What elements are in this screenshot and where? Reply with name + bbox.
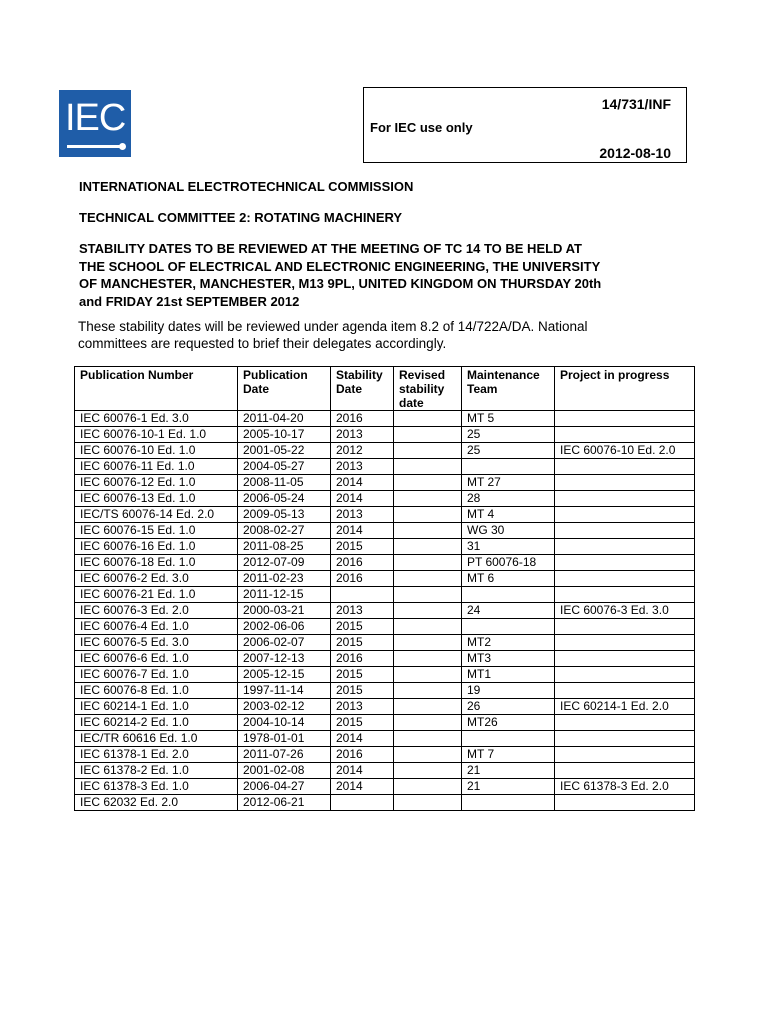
revised-stability-date-cell (394, 475, 462, 491)
revised-stability-date-cell (394, 443, 462, 459)
publication-number-cell: IEC 60214-1 Ed. 1.0 (75, 699, 238, 715)
maintenance-team-cell: MT 7 (462, 747, 555, 763)
project-in-progress-cell (555, 763, 695, 779)
project-in-progress-cell (555, 715, 695, 731)
table-row (75, 699, 695, 715)
table-row (75, 603, 695, 619)
header-publication-number: Publication Number (75, 367, 238, 411)
table-row (75, 443, 695, 459)
stability-date-cell: 2015 (331, 635, 394, 651)
publication-date-cell: 2000-03-21 (238, 603, 331, 619)
publication-number-cell: IEC 61378-3 Ed. 1.0 (75, 779, 238, 795)
intro-paragraph (78, 318, 638, 352)
table-row (75, 763, 695, 779)
revised-stability-date-cell (394, 651, 462, 667)
maintenance-team-cell: 25 (462, 443, 555, 459)
meeting-title-line: OF MANCHESTER, MANCHESTER, M13 9PL, UNITED KINGDOM ON THURSDAY 20th (79, 276, 602, 291)
table-row (75, 523, 695, 539)
project-in-progress-cell (555, 459, 695, 475)
table-row (75, 507, 695, 523)
intro-line: committees are requested to brief their delegates accordingly. (78, 336, 447, 351)
stability-date-cell: 2015 (331, 683, 394, 699)
stability-date-cell: 2014 (331, 779, 394, 795)
stability-date-cell: 2014 (331, 763, 394, 779)
project-in-progress-cell: IEC 61378-3 Ed. 2.0 (555, 779, 695, 795)
table-row (75, 587, 695, 603)
maintenance-team-cell: MT3 (462, 651, 555, 667)
publication-date-cell: 2011-12-15 (238, 587, 331, 603)
publication-number-cell: IEC 60076-16 Ed. 1.0 (75, 539, 238, 555)
maintenance-team-cell: MT2 (462, 635, 555, 651)
publication-date-cell: 2006-04-27 (238, 779, 331, 795)
table-row (75, 683, 695, 699)
table-row (75, 555, 695, 571)
table-row (75, 459, 695, 475)
stability-date-cell: 2013 (331, 427, 394, 443)
stability-date-cell: 2015 (331, 619, 394, 635)
revised-stability-date-cell (394, 587, 462, 603)
stability-date-cell: 2014 (331, 731, 394, 747)
maintenance-team-cell (462, 587, 555, 603)
table-row (75, 475, 695, 491)
stability-date-cell: 2013 (331, 459, 394, 475)
publication-number-cell: IEC/TS 60076-14 Ed. 2.0 (75, 507, 238, 523)
publication-date-cell: 2004-10-14 (238, 715, 331, 731)
project-in-progress-cell (555, 683, 695, 699)
stability-date-cell: 2016 (331, 651, 394, 667)
revised-stability-date-cell (394, 603, 462, 619)
project-in-progress-cell (555, 619, 695, 635)
publication-number-cell: IEC 60214-2 Ed. 1.0 (75, 715, 238, 731)
table-row (75, 667, 695, 683)
revised-stability-date-cell (394, 779, 462, 795)
maintenance-team-cell (462, 459, 555, 475)
publication-number-cell: IEC 60076-2 Ed. 3.0 (75, 571, 238, 587)
maintenance-team-cell (462, 731, 555, 747)
project-in-progress-cell (555, 539, 695, 555)
meeting-title-line: THE SCHOOL OF ELECTRICAL AND ELECTRONIC ENGINEERING, THE UNIVERSITY (79, 258, 601, 274)
stability-date-cell: 2013 (331, 699, 394, 715)
maintenance-team-cell: 19 (462, 683, 555, 699)
revised-stability-date-cell (394, 731, 462, 747)
publication-date-cell: 2008-02-27 (238, 523, 331, 539)
table-row (75, 571, 695, 587)
revised-stability-date-cell (394, 427, 462, 443)
maintenance-team-cell (462, 795, 555, 811)
table-header-row (75, 367, 695, 411)
project-in-progress-cell (555, 491, 695, 507)
publication-date-cell: 2011-08-25 (238, 539, 331, 555)
project-in-progress-cell: IEC 60076-3 Ed. 3.0 (555, 603, 695, 619)
table-row (75, 427, 695, 443)
publication-number-cell: IEC 60076-18 Ed. 1.0 (75, 555, 238, 571)
stability-date-cell: 2015 (331, 539, 394, 555)
publication-number-cell: IEC 60076-7 Ed. 1.0 (75, 667, 238, 683)
publication-date-cell: 2006-05-24 (238, 491, 331, 507)
revised-stability-date-cell (394, 459, 462, 475)
publication-number-cell: IEC 60076-12 Ed. 1.0 (75, 475, 238, 491)
stability-date-cell: 2012 (331, 443, 394, 459)
project-in-progress-cell (555, 635, 695, 651)
document-date: 2012-08-10 (599, 145, 671, 161)
use-note: For IEC use only (370, 120, 473, 135)
publication-date-cell: 2002-06-06 (238, 619, 331, 635)
publication-date-cell: 2006-02-07 (238, 635, 331, 651)
meeting-title-line: and FRIDAY 21st SEPTEMBER 2012 (79, 293, 300, 309)
table-row (75, 619, 695, 635)
revised-stability-date-cell (394, 539, 462, 555)
revised-stability-date-cell (394, 523, 462, 539)
publication-date-cell: 2005-12-15 (238, 667, 331, 683)
project-in-progress-cell (555, 747, 695, 763)
document-number: 14/731/INF (601, 96, 671, 112)
revised-stability-date-cell (394, 795, 462, 811)
publication-number-cell: IEC 60076-15 Ed. 1.0 (75, 523, 238, 539)
project-in-progress-cell (555, 411, 695, 427)
stability-date-cell: 2016 (331, 411, 394, 427)
committee-heading: TECHNICAL COMMITTEE 2: ROTATING MACHINERY (79, 210, 403, 225)
project-in-progress-cell (555, 427, 695, 443)
publication-number-cell: IEC 60076-6 Ed. 1.0 (75, 651, 238, 667)
revised-stability-date-cell (394, 619, 462, 635)
table-row (75, 491, 695, 507)
revised-stability-date-cell (394, 491, 462, 507)
table-row (75, 715, 695, 731)
stability-date-cell: 2013 (331, 603, 394, 619)
maintenance-team-cell: 21 (462, 779, 555, 795)
project-in-progress-cell (555, 795, 695, 811)
table-row (75, 747, 695, 763)
meeting-title-line: STABILITY DATES TO BE REVIEWED AT THE MEETING OF TC 14 TO BE HELD AT (79, 241, 582, 256)
maintenance-team-cell: MT 27 (462, 475, 555, 491)
table-row (75, 635, 695, 651)
publication-number-cell: IEC 61378-1 Ed. 2.0 (75, 747, 238, 763)
document-reference-box (363, 87, 687, 163)
table-row (75, 651, 695, 667)
table-row (75, 539, 695, 555)
table-row (75, 411, 695, 427)
table-body (75, 411, 695, 811)
revised-stability-date-cell (394, 683, 462, 699)
stability-date-cell (331, 587, 394, 603)
stability-dates-table (74, 366, 695, 811)
project-in-progress-cell (555, 667, 695, 683)
meeting-title (79, 240, 679, 310)
project-in-progress-cell (555, 651, 695, 667)
revised-stability-date-cell (394, 667, 462, 683)
publication-date-cell: 2001-05-22 (238, 443, 331, 459)
table-row (75, 795, 695, 811)
maintenance-team-cell: 26 (462, 699, 555, 715)
stability-date-cell: 2016 (331, 571, 394, 587)
maintenance-team-cell: MT 6 (462, 571, 555, 587)
publication-date-cell: 2004-05-27 (238, 459, 331, 475)
revised-stability-date-cell (394, 699, 462, 715)
stability-date-cell: 2016 (331, 555, 394, 571)
publication-number-cell: IEC 60076-8 Ed. 1.0 (75, 683, 238, 699)
maintenance-team-cell: PT 60076-18 (462, 555, 555, 571)
publication-number-cell: IEC 60076-10-1 Ed. 1.0 (75, 427, 238, 443)
project-in-progress-cell (555, 555, 695, 571)
publication-number-cell: IEC/TR 60616 Ed. 1.0 (75, 731, 238, 747)
stability-date-cell: 2014 (331, 523, 394, 539)
project-in-progress-cell (555, 571, 695, 587)
table-row (75, 779, 695, 795)
stability-date-cell: 2014 (331, 475, 394, 491)
publication-number-cell: IEC 60076-3 Ed. 2.0 (75, 603, 238, 619)
revised-stability-date-cell (394, 715, 462, 731)
publication-date-cell: 2011-02-23 (238, 571, 331, 587)
iec-logo (59, 90, 131, 157)
publication-date-cell: 2011-04-20 (238, 411, 331, 427)
stability-date-cell (331, 795, 394, 811)
publication-date-cell: 2009-05-13 (238, 507, 331, 523)
project-in-progress-cell (555, 507, 695, 523)
maintenance-team-cell: MT26 (462, 715, 555, 731)
publication-date-cell: 1997-11-14 (238, 683, 331, 699)
project-in-progress-cell (555, 475, 695, 491)
maintenance-team-cell: 28 (462, 491, 555, 507)
revised-stability-date-cell (394, 763, 462, 779)
maintenance-team-cell: MT1 (462, 667, 555, 683)
stability-date-cell: 2013 (331, 507, 394, 523)
project-in-progress-cell: IEC 60214-1 Ed. 2.0 (555, 699, 695, 715)
publication-number-cell: IEC 60076-21 Ed. 1.0 (75, 587, 238, 603)
publication-number-cell: IEC 62032 Ed. 2.0 (75, 795, 238, 811)
project-in-progress-cell (555, 523, 695, 539)
publication-date-cell: 2007-12-13 (238, 651, 331, 667)
publication-date-cell: 2012-06-21 (238, 795, 331, 811)
publication-date-cell: 2001-02-08 (238, 763, 331, 779)
revised-stability-date-cell (394, 555, 462, 571)
maintenance-team-cell: 31 (462, 539, 555, 555)
publication-date-cell: 1978-01-01 (238, 731, 331, 747)
publication-number-cell: IEC 60076-5 Ed. 3.0 (75, 635, 238, 651)
publication-date-cell: 2003-02-12 (238, 699, 331, 715)
stability-date-cell: 2015 (331, 667, 394, 683)
organization-heading: INTERNATIONAL ELECTROTECHNICAL COMMISSION (79, 179, 414, 194)
revised-stability-date-cell (394, 635, 462, 651)
maintenance-team-cell: MT 5 (462, 411, 555, 427)
logo-underline (67, 145, 121, 148)
publication-date-cell: 2008-11-05 (238, 475, 331, 491)
revised-stability-date-cell (394, 747, 462, 763)
maintenance-team-cell: WG 30 (462, 523, 555, 539)
header-publication-date: Publication Date (238, 367, 331, 411)
table-row (75, 731, 695, 747)
header-revised-stability-date: Revised stability date (394, 367, 462, 411)
publication-number-cell: IEC 60076-1 Ed. 3.0 (75, 411, 238, 427)
header-maintenance-team: Maintenance Team (462, 367, 555, 411)
maintenance-team-cell: 21 (462, 763, 555, 779)
stability-date-cell: 2014 (331, 491, 394, 507)
publication-number-cell: IEC 60076-10 Ed. 1.0 (75, 443, 238, 459)
header-project-in-progress: Project in progress (555, 367, 695, 411)
maintenance-team-cell: 25 (462, 427, 555, 443)
publication-date-cell: 2011-07-26 (238, 747, 331, 763)
project-in-progress-cell (555, 587, 695, 603)
revised-stability-date-cell (394, 507, 462, 523)
publication-date-cell: 2012-07-09 (238, 555, 331, 571)
stability-date-cell: 2015 (331, 715, 394, 731)
publication-number-cell: IEC 60076-4 Ed. 1.0 (75, 619, 238, 635)
logo-dot (119, 143, 126, 150)
intro-line: These stability dates will be reviewed under agenda item 8.2 of 14/722A/DA. National (78, 319, 588, 334)
maintenance-team-cell: 24 (462, 603, 555, 619)
publication-date-cell: 2005-10-17 (238, 427, 331, 443)
publication-number-cell: IEC 60076-11 Ed. 1.0 (75, 459, 238, 475)
maintenance-team-cell (462, 619, 555, 635)
project-in-progress-cell: IEC 60076-10 Ed. 2.0 (555, 443, 695, 459)
revised-stability-date-cell (394, 571, 462, 587)
revised-stability-date-cell (394, 411, 462, 427)
publication-number-cell: IEC 61378-2 Ed. 1.0 (75, 763, 238, 779)
publication-number-cell: IEC 60076-13 Ed. 1.0 (75, 491, 238, 507)
project-in-progress-cell (555, 731, 695, 747)
stability-date-cell: 2016 (331, 747, 394, 763)
logo-text: IEC (65, 97, 126, 139)
maintenance-team-cell: MT 4 (462, 507, 555, 523)
header-stability-date: Stability Date (331, 367, 394, 411)
